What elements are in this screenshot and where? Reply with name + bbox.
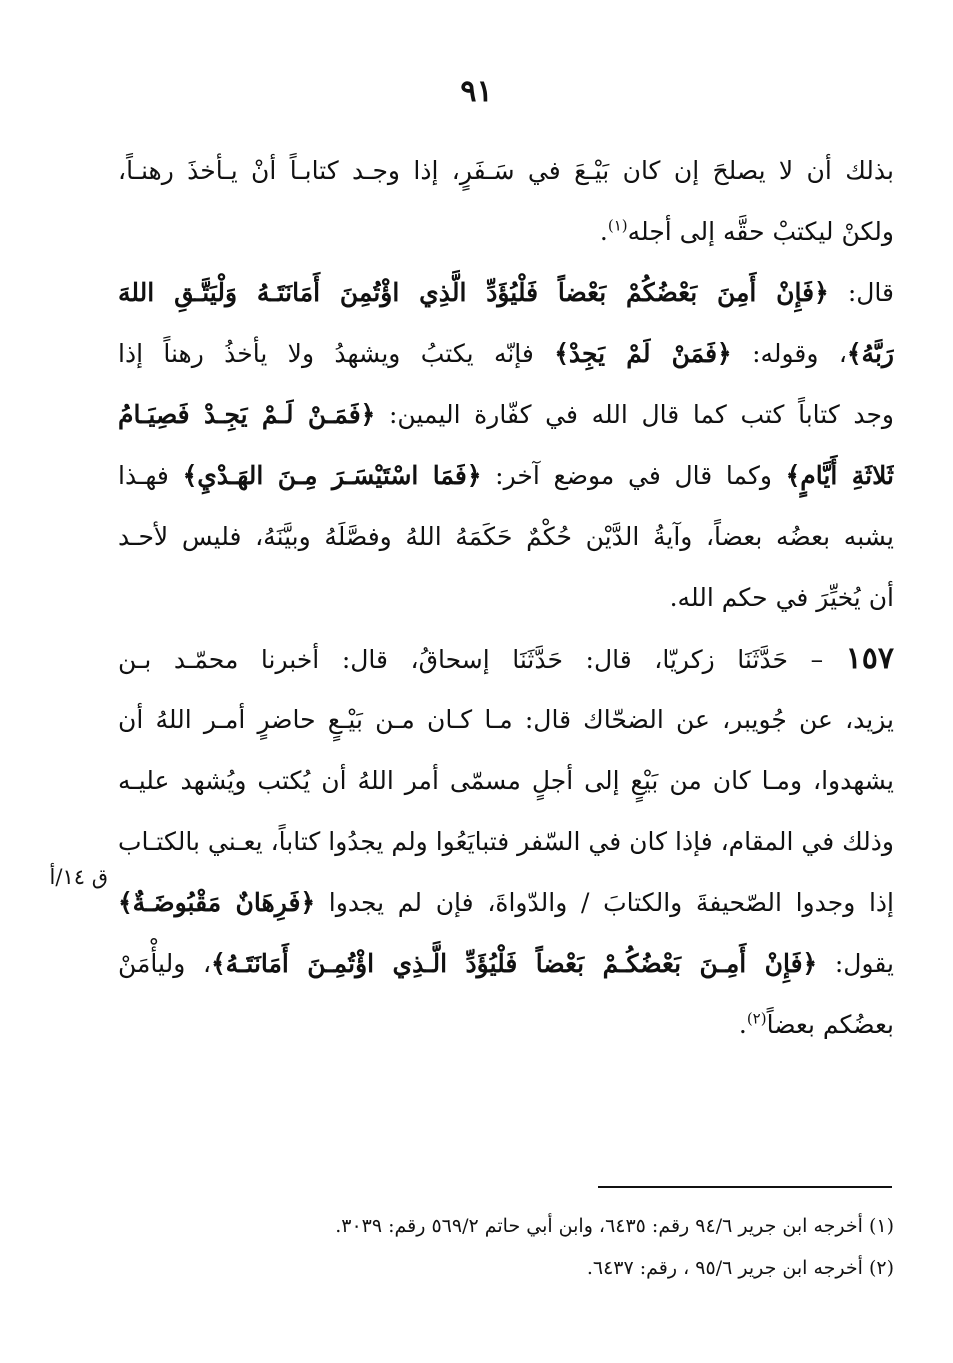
text-segment: يشهدوا، ومـا كان من بَيْعٍ إلى أجلٍ مسمّى أمر اللهُ أن يُكتب ويُشهد عليـه [118,766,894,795]
text-line [118,506,894,567]
quran-verse: ﴿فَمَنْ لَمْ يَجِدْ﴾ [554,339,732,368]
text-line [118,811,894,872]
footnote-marker: (٢) [746,1009,767,1028]
hadith-number: ١٥٧ [845,641,894,676]
page-number: ٩١ [460,74,493,109]
footnote-divider [598,1186,892,1188]
text-segment: وكما قال في موضع آخر: [481,461,786,490]
text-segment: ، وقوله: [731,339,847,368]
footnote-marker: (١) [607,216,628,235]
text-segment: قال: [828,278,894,307]
text-line [118,567,894,628]
quran-verse: ﴿فَرِهَانٌ مَقْبُوضَـةٌ﴾ [118,888,316,917]
text-line [118,933,894,994]
text-segment: . [738,1010,747,1039]
quran-verse: ﴿فَمَـنْ لَـمْ يَجِـدْ فَصِيَـامُ [118,400,376,429]
text-line [118,994,894,1055]
text-segment: وجد كتاباً كتب كما قال الله في كفّارة اليمين: [375,400,894,429]
footnote-2: (٢) أخرجه ابن جرير ٩٥/٦ ، رقم: ٦٤٣٧. [586,1257,894,1279]
text-line [118,872,894,933]
quran-verse: رَبَّهُ﴾ [846,339,894,368]
text-segment: فإنّه يكتبُ ويشهدُ ولا يأخذُ رهناً إذا [118,339,555,368]
text-segment: ، وليأْمَنْ [118,949,212,978]
body-text [118,140,894,1055]
text-line [118,628,894,689]
text-segment: أن يُخيِّرَ في حكم الله. [669,583,894,612]
text-segment: بعضُكم بعضاً [766,1010,894,1039]
footnotes [118,1205,894,1289]
quran-verse: ﴿فَمَا اسْتَيْسَـرَ مِـنَ الهَـدْيِ﴾ [182,461,482,490]
text-line [118,323,894,384]
text-line [118,140,894,201]
text-line [118,384,894,445]
quran-verse: ﴿فَإِنْ أَمِـنَ بَعْضُكُـمْ بَعْضاً فَلْيُؤَدِّ الَّـذِي اؤْتُمِـنَ أَمَانَتَـهُ﴾ [211,949,818,978]
text-segment: فهـذا [118,461,183,490]
text-segment: ولكنْ ليكتبْ حقَّه إلى أجله [627,217,894,246]
text-segment: بذلك أن لا يصلحَ إن كان بَيْـعَ في سَـفَرٍ، إذا وجـد كتابـاً أنْ يـأخذَ رهنـاً، [118,156,894,185]
text-segment: يزيد، عن جُويبر، عن الضحّاك قال: مـا كـان مـن بَيْـعٍ حاضرٍ أمـر اللهُ أن [118,705,894,734]
text-segment: إذا وجدوا الصّحيفةَ والكتابَ / والدّواةَ، فإن لم يجدوا [315,888,894,917]
text-line [118,201,894,262]
text-segment: – حَدَّثَنَا زكريّا، قال: حَدَّثَنَا إسحاقُ، قال: أخبرنا محمّـد بـن [118,645,846,674]
quran-verse: ﴿فَإِنْ أَمِنَ بَعْضُكُمْ بَعْضاً فَلْيُؤَدِّ الَّذِي اؤْتُمِنَ أَمَانَتَـهُ وَلْيَتَّـقِ اللهَ [118,278,829,307]
text-line [118,750,894,811]
text-segment: . [599,217,608,246]
text-line [118,262,894,323]
footnote-1: (١) أخرجه ابن جرير ٩٤/٦ رقم: ٦٤٣٥، وابن أبي حاتم ٥٦٩/٢ رقم: ٣٠٣٩. [335,1215,894,1237]
margin-note: ق ١٤/أ [49,865,108,889]
text-line [118,689,894,750]
quran-verse: ثَلاثَةِ أَيَّامٍ﴾ [785,461,894,490]
text-line [118,445,894,506]
text-segment: وذلك في المقام، فإذا كان في السّفر فتبايَعُوا ولم يجدُوا كتاباً، يعـني بالكتـاب [118,827,894,856]
text-segment: يقول: [817,949,894,978]
text-segment: يشبه بعضُه بعضاً، وآيةُ الدَّيْن حُكْمٌ حَكَمَهُ اللهُ وفصَّلَهُ وبيَّنَهُ، فليس لأحـد [118,522,894,551]
